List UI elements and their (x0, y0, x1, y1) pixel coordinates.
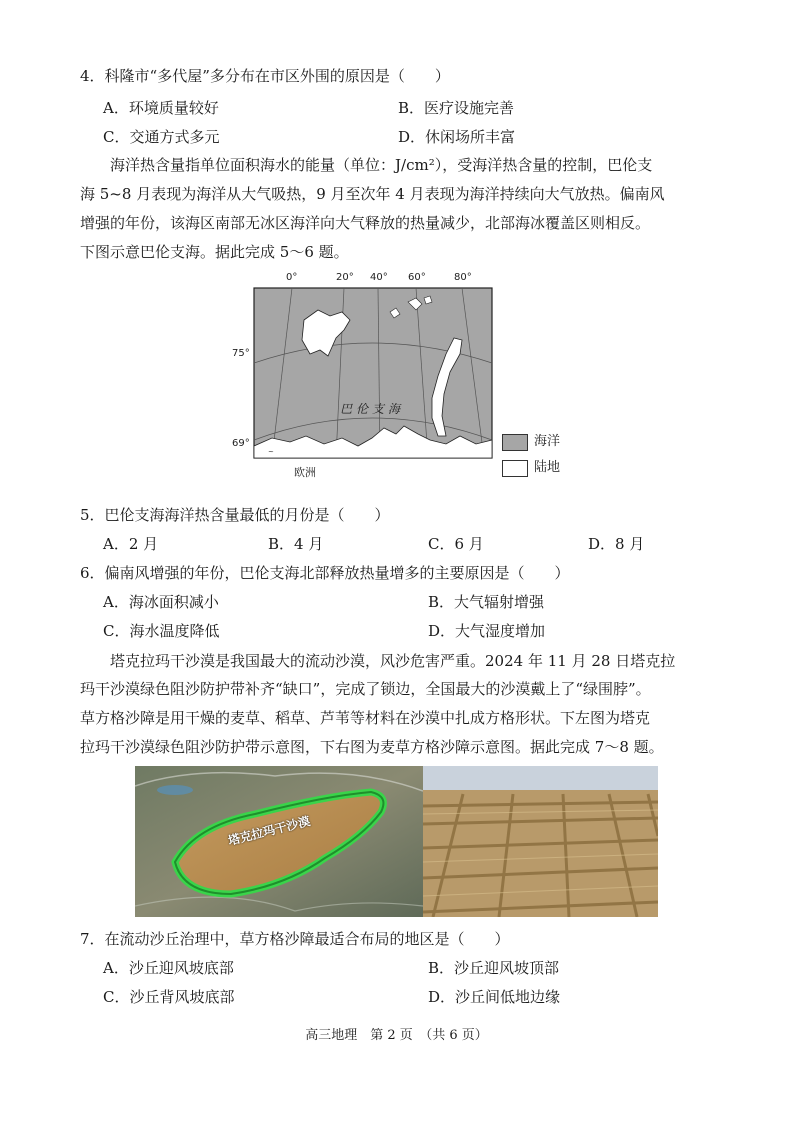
legend-land-label: 陆地 (534, 460, 561, 475)
svg-text:~: ~ (268, 448, 274, 456)
q5-option-a: A．2 月 (103, 535, 159, 553)
q7-stem: 7．在流动沙丘治理中，草方格沙障最适合布局的地区是（ ） (80, 930, 510, 948)
passage2-line4: 拉玛干沙漠绿色阻沙防护带示意图，下右图为麦草方格沙障示意图。据此完成 7～8 题。 (80, 738, 664, 756)
q5-option-b: B．4 月 (268, 535, 324, 553)
lon-label-0: 0° (286, 272, 298, 283)
q7-option-d: D．沙丘间低地边缘 (428, 988, 561, 1006)
sea-name-label: 巴伦支海 (340, 402, 405, 416)
q6-option-b: B．大气辐射增强 (428, 593, 545, 611)
lon-label-60: 60° (408, 272, 426, 283)
q4-option-c: C．交通方式多元 (103, 128, 220, 146)
passage2-line3: 草方格沙障是用干燥的麦草、稻草、芦苇等材料在沙漠中扎成方格形状。下左图为塔克 (80, 709, 651, 727)
lat-label-75: 75° (232, 348, 250, 359)
passage1-line2: 海 5~8 月表现为海洋从大气吸热，9 月至次年 4 月表现为海洋持续向大气放热。偏南风 (80, 185, 665, 203)
q6-option-a: A．海冰面积减小 (103, 593, 219, 611)
q5-stem: 5．巴伦支海海洋热含量最低的月份是（ ） (80, 506, 390, 524)
straw-checkerboard-image (423, 766, 658, 917)
passage2-line1: 塔克拉玛干沙漠是我国最大的流动沙漠，风沙危害严重。2024 年 11 月 28 日塔克拉 (110, 652, 676, 670)
q7-option-b: B．沙丘迎风坡顶部 (428, 959, 560, 977)
legend-land-swatch (502, 460, 528, 477)
page-footer: 高三地理 第 2 页 （共 6 页） (305, 1028, 488, 1043)
q6-option-c: C．海水温度降低 (103, 622, 220, 640)
q6-stem: 6．偏南风增强的年份，巴伦支海北部释放热量增多的主要原因是（ ） (80, 564, 570, 582)
q5-option-c: C．6 月 (428, 535, 484, 553)
lon-label-20: 20° (336, 272, 354, 283)
lon-label-80: 80° (454, 272, 472, 283)
q4-option-d: D．休闲场所丰富 (398, 128, 516, 146)
q4-option-b: B．医疗设施完善 (398, 99, 515, 117)
passage1-line1: 海洋热含量指单位面积海水的能量（单位：J/cm²），受海洋热含量的控制，巴伦支 (110, 156, 653, 174)
q5-option-d: D．8 月 (588, 535, 645, 553)
passage1-line3: 增强的年份，该海区南部无冰区海洋向大气释放的热量减少，北部海冰覆盖区则相反。 (80, 214, 651, 232)
legend-ocean-label: 海洋 (534, 434, 561, 449)
q6-option-d: D．大气湿度增加 (428, 622, 546, 640)
taklamakan-map-image (135, 766, 423, 917)
land-name-label: 欧洲 (294, 466, 316, 479)
q7-option-a: A．沙丘迎风坡底部 (103, 959, 234, 977)
q4-stem: 4．科隆市“多代屋”多分布在市区外围的原因是（ ） (80, 67, 450, 85)
map-ocean (254, 288, 492, 458)
q4-option-a: A．环境质量较好 (103, 99, 219, 117)
passage2-line2: 玛干沙漠绿色阻沙防护带补齐“缺口”，完成了锁边，全国最大的沙漠戴上了“绿围脖”。 (80, 680, 651, 698)
taklamakan-label: 塔克拉玛干沙漠 (226, 814, 312, 848)
legend-ocean-swatch (502, 434, 528, 451)
barents-sea-map (232, 268, 572, 493)
passage1-line4: 下图示意巴伦支海。据此完成 5～6 题。 (80, 243, 349, 261)
q7-option-c: C．沙丘背风坡底部 (103, 988, 235, 1006)
lon-label-40: 40° (370, 272, 388, 283)
lat-label-69: 69° (232, 438, 250, 449)
